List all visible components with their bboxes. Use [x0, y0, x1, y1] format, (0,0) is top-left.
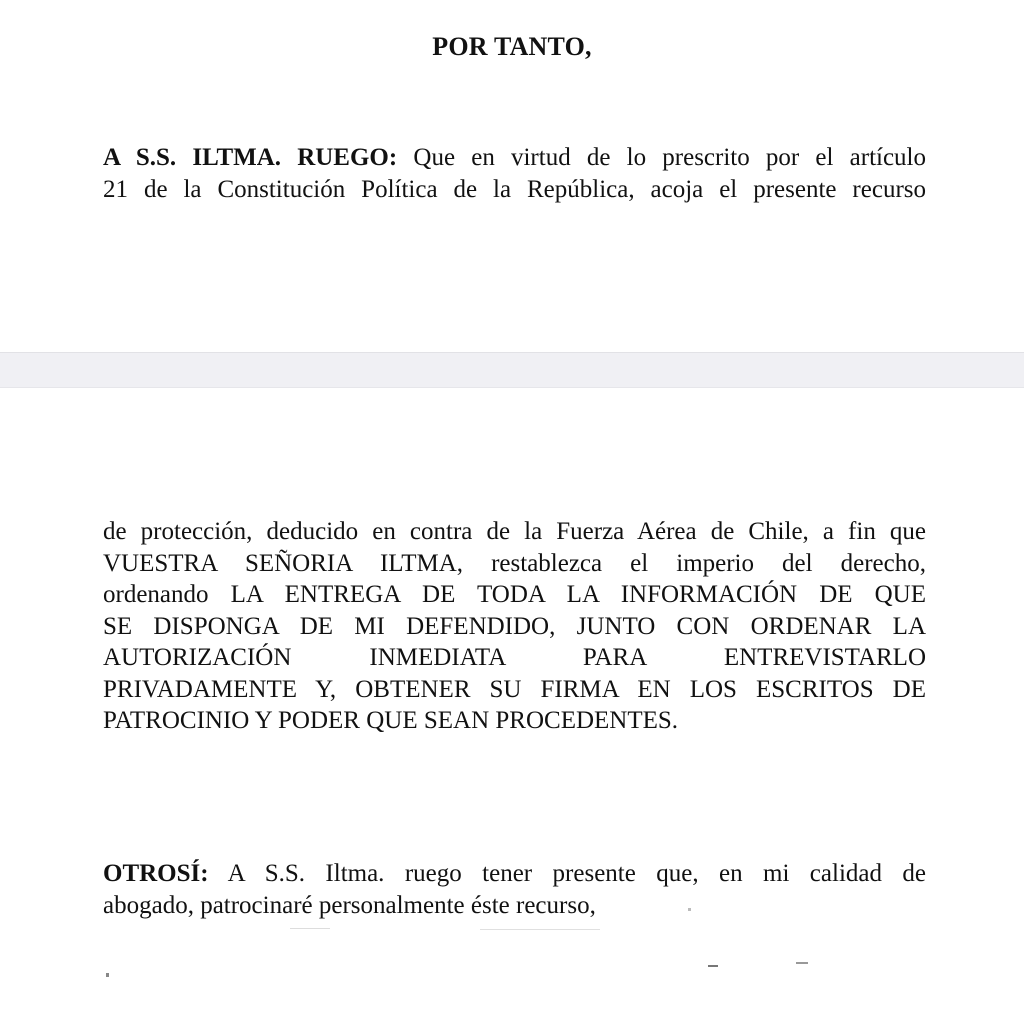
redaction-smudge [688, 908, 691, 911]
document-page-bottom [0, 388, 1024, 1031]
continuation-paragraph [103, 516, 926, 737]
continuation-line-7: PATROCINIO Y PODER QUE SEAN PROCEDENTES. [103, 707, 679, 734]
continuation-line-5: AUTORIZACIÓN INMEDIATA PARA ENTREVISTARLO [103, 644, 926, 671]
continuation-line-6: PRIVADAMENTE Y, OBTENER SU FIRMA EN LOS ESCRITOS DE [103, 675, 926, 703]
continuation-line-1: de protección, deducido en contra de la Fuerza Aérea de Chile, a fin que [103, 518, 926, 545]
ruego-paragraph [103, 142, 926, 205]
redaction-smudge [708, 965, 718, 967]
continuation-line-4: SE DISPONGA DE MI DEFENDIDO, JUNTO CON ORDENAR LA [103, 612, 926, 640]
document-page-top [0, 0, 1024, 352]
otrosi-line-1: A S.S. Iltma. ruego tener presente que, en mi calidad de [227, 860, 926, 887]
ruego-line-1: Que en virtud de lo prescrito por el artículo [413, 144, 926, 171]
ruego-lead: A S.S. ILTMA. RUEGO: [103, 144, 398, 171]
ruego-line-2: 21 de la Constitución Política de la República, acoja el presente recurso [103, 175, 926, 203]
section-heading: POR TANTO, [432, 32, 592, 61]
redaction-smudge [796, 962, 808, 964]
otrosi-lead: OTROSÍ: [103, 860, 209, 887]
otrosi-line-2: abogado, patrocinaré personalmente éste recurso, [103, 891, 596, 919]
redaction-smudge [290, 928, 330, 929]
page-break-gap [0, 352, 1024, 388]
continuation-line-3: ordenando LA ENTREGA DE TODA LA INFORMACIÓN DE QUE [103, 581, 926, 608]
redaction-smudge [480, 929, 600, 930]
continuation-line-2: VUESTRA SEÑORIA ILTMA, restablezca el imperio del derecho, [103, 549, 926, 577]
otrosi-paragraph [103, 858, 926, 921]
redaction-smudge [106, 973, 109, 977]
